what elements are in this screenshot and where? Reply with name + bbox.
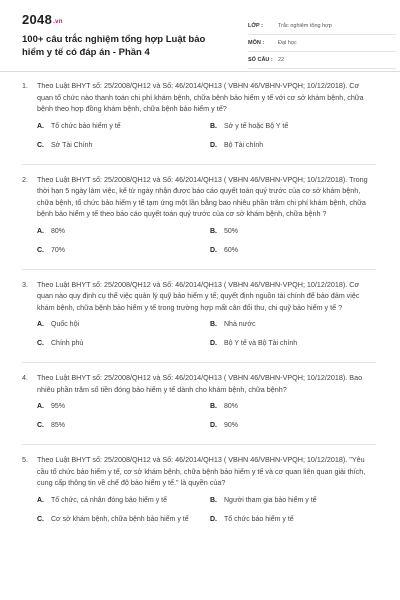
option-text: 70% — [51, 246, 66, 254]
option-text: 95% — [51, 403, 66, 410]
option-c[interactable] — [37, 515, 210, 525]
document-header — [22, 12, 376, 78]
option-b[interactable] — [210, 402, 383, 412]
option-text: Quốc hội — [51, 321, 80, 328]
option-text: 80% — [224, 403, 239, 410]
option-text: 90% — [224, 422, 239, 429]
option-letter: C. — [37, 515, 44, 523]
option-letter: C. — [37, 340, 44, 347]
option-a[interactable] — [37, 496, 210, 506]
option-letter: D. — [210, 515, 217, 523]
option-grid — [37, 122, 376, 151]
option-d[interactable] — [210, 421, 383, 431]
option-letter: A. — [37, 122, 44, 130]
meta-value: Đại học — [278, 40, 297, 46]
option-d[interactable] — [210, 339, 383, 349]
question-1 — [22, 80, 376, 151]
question-3 — [22, 279, 376, 350]
question-text: Theo Luật BHYT số: 25/2008/QH12 và Số: 46/2014/QH13 ( VBHN 46/VBHN-VPQH; 10/12/2018). "Yêu cầu tổ chức bảo hiểm y tế, cơ sở khám bệnh, chữa bệnh bảo hiểm y tế và cơ quan liên quan giải thích, cung cấp thông tin về chế độ bảo hiểm y tế." là quyền của? — [37, 455, 366, 487]
meta-label: MÔN : — [248, 40, 265, 46]
question-number: 3. — [22, 279, 28, 289]
document-title: 100+ câu trắc nghiệm tổng hợp Luật bảo hiểm y tế có đáp án - Phần 4 — [22, 34, 206, 58]
question-5 — [22, 454, 376, 525]
option-b[interactable] — [210, 496, 383, 506]
option-text: Người tham gia bảo hiểm y tế — [224, 496, 317, 504]
meta-row-class — [248, 18, 396, 35]
option-d[interactable] — [210, 246, 383, 256]
option-letter: D. — [210, 340, 217, 347]
site-logo[interactable] — [22, 12, 63, 27]
option-c[interactable] — [37, 141, 210, 151]
meta-value: 22 — [278, 57, 285, 63]
option-a[interactable] — [37, 402, 210, 412]
option-grid — [37, 320, 376, 349]
option-text: Chính phủ — [51, 340, 84, 347]
option-letter: D. — [210, 141, 217, 149]
option-b[interactable] — [210, 122, 383, 132]
question-4 — [22, 372, 376, 431]
option-grid — [37, 496, 376, 525]
option-text: 60% — [224, 246, 239, 254]
option-text: Nhà nước — [224, 321, 256, 328]
option-d[interactable] — [210, 141, 383, 151]
option-letter: D. — [210, 246, 217, 254]
option-letter: B. — [210, 403, 217, 410]
option-text: 80% — [51, 227, 66, 235]
option-text: Sở Tài Chính — [51, 141, 93, 149]
question-number: 5. — [22, 455, 28, 464]
meta-row-count — [248, 52, 396, 69]
option-letter: A. — [37, 403, 44, 410]
option-letter: A. — [37, 227, 44, 235]
question-number: 4. — [22, 373, 28, 382]
option-letter: A. — [37, 496, 44, 504]
option-text: Bộ Y tế và Bộ Tài chính — [224, 340, 298, 347]
option-text: Tổ chức bảo hiểm y tế — [224, 515, 294, 523]
option-c[interactable] — [37, 339, 210, 349]
question-text: Theo Luật BHYT số: 25/2008/QH12 và Số: 46/2014/QH13 ( VBHN 46/VBHN-VPQH; 10/12/2018). Bao nhiêu phần trăm số tiền đóng bảo hiểm y tế dành cho khám bệnh, chữa bệnh? — [37, 373, 363, 394]
question-number: 2. — [22, 174, 28, 184]
option-letter: B. — [210, 321, 217, 328]
option-letter: B. — [210, 496, 217, 504]
meta-table — [248, 18, 396, 69]
option-grid — [37, 402, 376, 431]
option-text: Cơ sở khám bệnh, chữa bệnh bảo hiểm y tế — [51, 515, 189, 523]
meta-value: Trắc nghiệm tổng hợp — [278, 23, 332, 29]
question-divider — [22, 362, 376, 363]
option-letter: C. — [37, 422, 44, 429]
logo-main: 2048 — [22, 12, 53, 27]
header-divider — [0, 71, 400, 72]
option-grid — [37, 227, 376, 256]
logo-tld: .vn — [53, 19, 63, 25]
option-letter: D. — [210, 422, 217, 429]
option-b[interactable] — [210, 320, 383, 330]
option-a[interactable] — [37, 227, 210, 237]
question-text: Theo Luật BHYT số: 25/2008/QH12 và Số: 46/2014/QH13 ( VBHN 46/VBHN-VPQH; 10/12/2018). Trong thời hạn 5 ngày làm việc, kể từ ngày nhận được báo cáo quyết toán quý trước của cơ sở khám bệnh, chữa bệnh, tổ chức bảo hiểm y tế tạm ứng một lần bằng bao nhiêu phần trăm chi phí khám bệnh, chữa bệnh bảo hiểm y tế theo báo cáo quyết toán quý trước của cơ sở khám bệnh, chữa bệnh ? — [37, 174, 368, 218]
option-letter: C. — [37, 246, 44, 254]
meta-row-subject — [248, 35, 396, 52]
option-a[interactable] — [37, 320, 210, 330]
option-b[interactable] — [210, 227, 383, 237]
question-divider — [22, 444, 376, 445]
question-2 — [22, 174, 376, 256]
option-text: Bộ Tài chính — [224, 141, 264, 149]
option-text: Sở y tế hoặc Bộ Y tế — [224, 122, 289, 130]
question-number: 1. — [22, 81, 28, 90]
option-letter: B. — [210, 227, 217, 235]
question-divider — [22, 164, 376, 165]
option-d[interactable] — [210, 515, 383, 525]
option-text: Tổ chức, cá nhân đóng bảo hiểm y tế — [51, 496, 167, 504]
meta-label: SỐ CÂU : — [248, 57, 273, 63]
option-text: 85% — [51, 422, 66, 429]
option-letter: C. — [37, 141, 44, 149]
question-text: Theo Luật BHYT số: 25/2008/QH12 và Số: 46/2014/QH13 ( VBHN 46/VBHN-VPQH; 10/12/2018). Cơ quan tổ chức nào thanh toán chi phí khám bệnh, chữa bệnh bảo hiểm y tế với cơ sở khám bệnh, chữa bệnh theo hợp đồng khám bệnh, chữa bệnh bảo hiểm y tế? — [37, 81, 364, 113]
option-a[interactable] — [37, 122, 210, 132]
option-text: 50% — [224, 227, 239, 235]
option-letter: A. — [37, 321, 44, 328]
question-list — [22, 80, 376, 525]
question-divider — [22, 269, 376, 270]
meta-label: LỚP : — [248, 23, 263, 29]
option-text: Tổ chức bảo hiểm y tế — [51, 122, 121, 130]
question-text: Theo Luật BHYT số: 25/2008/QH12 và Số: 46/2014/QH13 ( VBHN 46/VBHN-VPQH; 10/12/2018). Cơ quan nào quy định cụ thể việc quản lý quỹ bảo hiểm y tế; quyết định nguồn tài chính để bảo đảm việc khám bệnh, chữa bệnh bảo hiểm y tế trong trường hợp mất cân đối thu, chi quỹ bảo hiểm y tế ? — [37, 279, 360, 312]
option-letter: B. — [210, 122, 217, 130]
option-c[interactable] — [37, 421, 210, 431]
option-c[interactable] — [37, 246, 210, 256]
